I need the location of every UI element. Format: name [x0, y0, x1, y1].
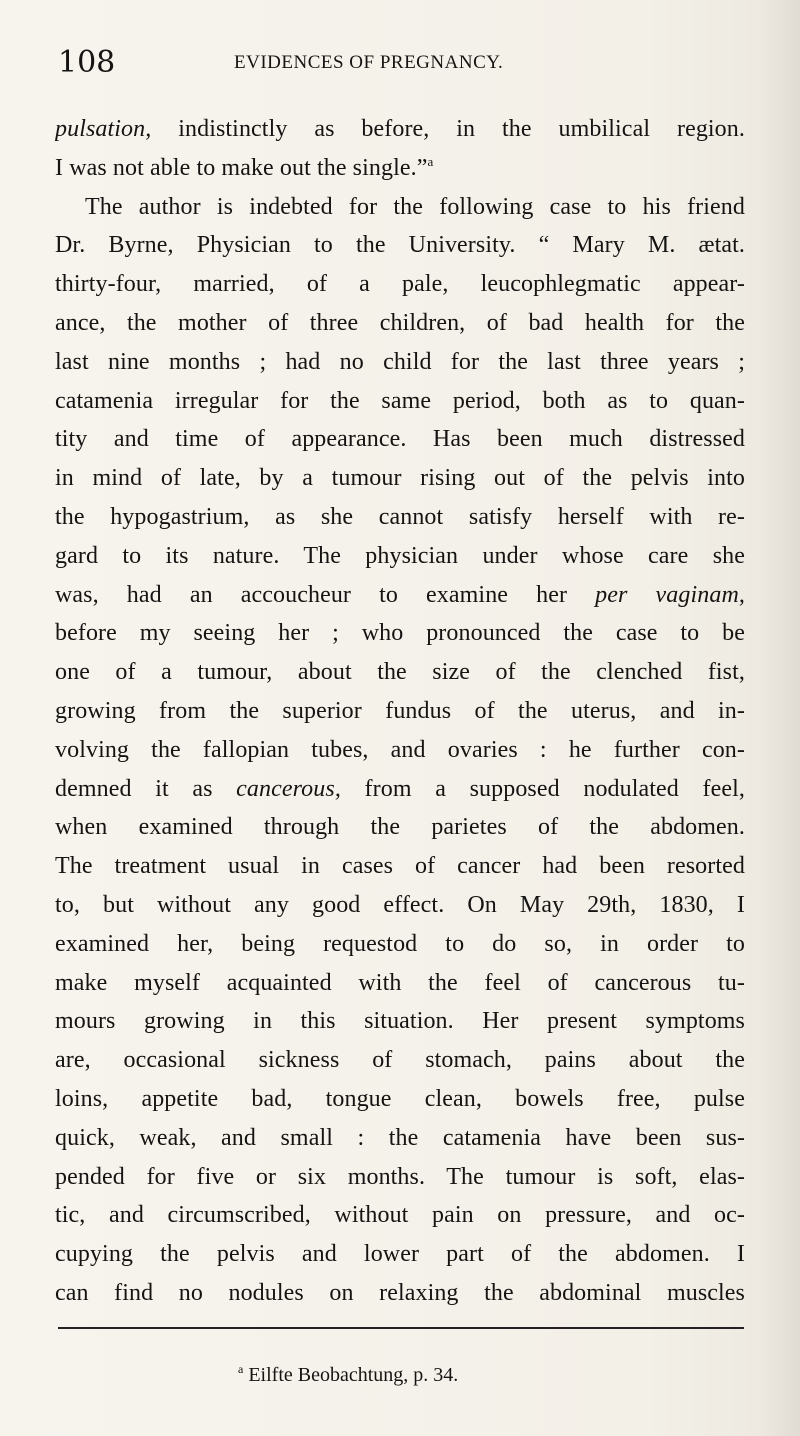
- italic-word: pulsation,: [55, 116, 152, 142]
- text-line-13-before: was, had an accoucheur to examine her: [55, 581, 596, 608]
- text-line-15: one of a tumour, about the size of the clenched fist,: [55, 659, 745, 686]
- text-line-5: thirty-four, married, of a pale, leucophlegmatic appear-: [55, 271, 745, 298]
- text-line-2: [55, 149, 745, 188]
- text-line-18: [55, 770, 745, 809]
- text-line-10: in mind of late, by a tumour rising out of the pelvis into: [55, 465, 745, 492]
- text-line-20: The treatment usual in cases of cancer had been resorted: [55, 853, 745, 880]
- text-line-14: before my seeing her ; who pronounced the case to be: [55, 620, 745, 647]
- text-line-1: [55, 110, 745, 149]
- text-line-23: make myself acquainted with the feel of cancerous tu-: [55, 969, 745, 996]
- text-line-26: loins, appetite bad, tongue clean, bowels free, pulse: [55, 1085, 745, 1112]
- text-line-29: tic, and circumscribed, without pain on pressure, and oc-: [55, 1202, 745, 1229]
- text-line-3: The author is indebted for the following case to his friend: [85, 193, 745, 220]
- text-line-9: tity and time of appearance. Has been much distressed: [55, 426, 745, 453]
- text-line-2-text: I was not able to make out the single.”: [55, 154, 428, 181]
- text-line-22: examined her, being requestod to do so, in order to: [55, 930, 745, 957]
- footnote-divider: [58, 1327, 744, 1329]
- footnote-text: Eilfte Beobachtung, p. 34.: [243, 1364, 459, 1386]
- text-line-4: Dr. Byrne, Physician to the University. “ Mary M. ætat.: [55, 232, 745, 259]
- text-line-27: quick, weak, and small : the catamenia have been sus-: [55, 1124, 745, 1151]
- text-line-13: [55, 576, 745, 615]
- text-line-31: can find no nodules on relaxing the abdominal muscles: [55, 1279, 745, 1306]
- text-line-28: pended for five or six months. The tumour is soft, elas-: [55, 1163, 745, 1190]
- page-number: 108: [58, 45, 116, 80]
- text-line-17: volving the fallopian tubes, and ovaries : he further con-: [55, 736, 745, 763]
- body-text: [55, 110, 745, 1313]
- footnote-marker: a: [238, 1362, 244, 1376]
- text-line-19: when examined through the parietes of the abdomen.: [55, 814, 745, 841]
- text-line-25: are, occasional sickness of stomach, pains about the: [55, 1047, 745, 1074]
- italic-phrase: per vaginam,: [595, 581, 745, 608]
- text-line-8: catamenia irregular for the same period, both as to quan-: [55, 387, 745, 414]
- italic-word: cancerous,: [236, 775, 341, 802]
- text-line-1-rest: indistinctly as before, in the umbilical region.: [151, 116, 745, 142]
- text-line-24: mours growing in this situation. Her present symptoms: [55, 1008, 745, 1035]
- text-line-21: to, but without any good effect. On May 29th, 1830, I: [55, 891, 745, 918]
- running-title: EVIDENCES OF PREGNANCY.: [234, 52, 504, 73]
- footnote: [238, 1360, 578, 1390]
- text-line-11: the hypogastrium, as she cannot satisfy herself with re-: [55, 503, 745, 530]
- text-line-30: cupying the pelvis and lower part of the abdomen. I: [55, 1241, 745, 1268]
- text-line-18-after: from a supposed nodulated feel,: [340, 775, 745, 802]
- text-line-18-before: demned it as: [55, 775, 237, 802]
- page-header: [58, 44, 748, 82]
- text-line-16: growing from the superior fundus of the uterus, and in-: [55, 697, 745, 724]
- text-line-7: last nine months ; had no child for the last three years ;: [55, 348, 745, 375]
- page-edge-shadow: [758, 0, 800, 1436]
- footnote-reference: a: [427, 153, 434, 169]
- text-line-12: gard to its nature. The physician under whose care she: [55, 542, 745, 569]
- text-line-6: ance, the mother of three children, of bad health for the: [55, 309, 745, 336]
